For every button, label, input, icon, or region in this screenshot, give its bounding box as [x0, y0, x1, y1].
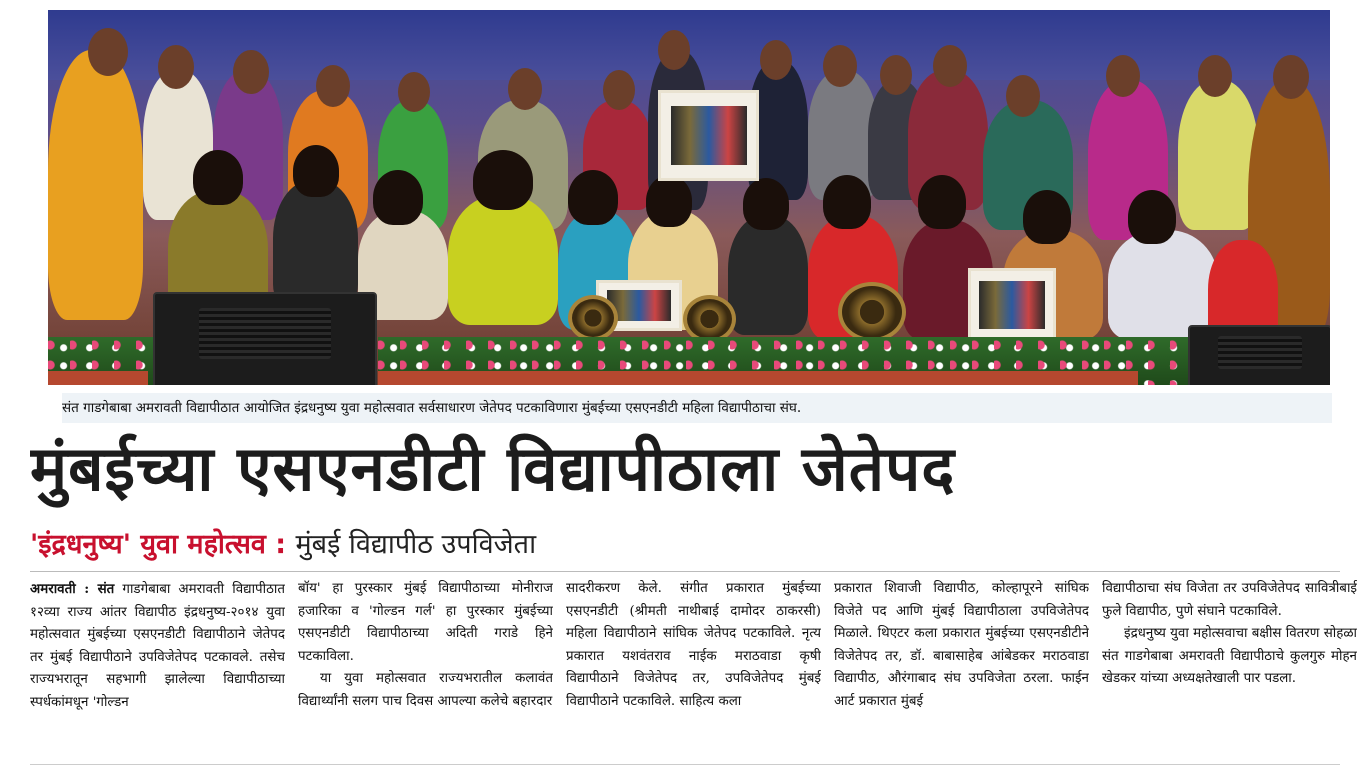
- nataraja-trophy-icon: [568, 295, 618, 341]
- trophy-icon: [658, 90, 759, 181]
- person: [48, 50, 143, 320]
- bottom-divider: [30, 764, 1340, 765]
- person: [448, 195, 558, 325]
- person-head: [1006, 75, 1040, 117]
- article-column-5: [1102, 578, 1357, 758]
- trophy-icon: [968, 268, 1056, 342]
- person-hair: [293, 145, 339, 197]
- person-head: [1106, 55, 1140, 97]
- person-head: [603, 70, 635, 110]
- article-paragraph: बॉय' हा पुरस्कार मुंबई विद्यापीठाच्या मोनीराज हजारिका व 'गोल्डन गर्ल' हा पुरस्कार मुंबईच्या एसएनडीटी विद्यापीठाच्या अदिती गराडे हिने पटकाविला.: [298, 581, 553, 664]
- trophy-artwork: [979, 281, 1045, 329]
- person-head: [316, 65, 350, 107]
- person-head: [88, 28, 128, 76]
- person-hair: [473, 150, 533, 210]
- person-hair: [823, 175, 871, 229]
- person-hair: [1023, 190, 1071, 244]
- headline: मुंबईच्या एसएनडीटी विद्यापीठाला जेतेपद: [30, 432, 956, 505]
- article-paragraph: या युवा महोत्सवात राज्यभरातील कलावंत विद्यार्थ्यांनी सलग पाच दिवस आपल्या कलेचे बहारदार: [298, 671, 553, 709]
- speaker-grille: [199, 308, 331, 359]
- person-head: [158, 45, 194, 89]
- planter: [378, 371, 1138, 385]
- person-hair: [646, 175, 692, 227]
- person: [273, 180, 358, 310]
- news-photo: [48, 10, 1330, 385]
- person-head: [1273, 55, 1309, 99]
- person-head: [880, 55, 912, 95]
- person-head: [233, 50, 269, 94]
- nataraja-trophy-icon: [838, 282, 906, 342]
- person-hair: [918, 175, 966, 229]
- nataraja-trophy-icon: [683, 295, 736, 343]
- person-hair: [373, 170, 423, 225]
- person-head: [658, 30, 690, 70]
- article-body: [30, 578, 1357, 758]
- person-head: [398, 72, 430, 112]
- person-head: [933, 45, 967, 87]
- person-hair: [193, 150, 243, 205]
- trophy-artwork: [671, 106, 747, 166]
- article-column-2: [298, 578, 553, 758]
- speaker-icon: [153, 292, 377, 385]
- person: [1108, 230, 1218, 340]
- photo-caption: संत गाडगेबाबा अमरावती विद्यापीठात आयोजित इंद्रधनुष्य युवा महोत्सवात सर्वसाधारण जेतेपद पटकाविणारा मुंबईच्या एसएनडीटी महिला विद्यापीठाचा संघ.: [62, 393, 1332, 423]
- person-head: [508, 68, 542, 110]
- person-head: [760, 40, 792, 80]
- person: [1178, 80, 1258, 230]
- article-column-1: [30, 578, 285, 758]
- article-column-3: [566, 578, 821, 758]
- article-paragraph: विद्यापीठाचा संघ विजेता तर उपविजेतेपद सावित्रीबाई फुले विद्यापीठ, पुणे संघाने पटकाविले.: [1102, 581, 1357, 619]
- speaker-grille: [1218, 336, 1302, 369]
- article-column-4: [834, 578, 1089, 758]
- article-paragraph: सादरीकरण केले. संगीत प्रकारात मुंबईच्या एसएनडीटी (श्रीमती नाथीबाई दामोदर ठाकरसी) महिला विद्यापीठाने सांघिक जेतेपद पटकाविले. नृत्य प्रकारात यशवंतराव नाईक मराठवाडा कृषी विद्यापीठाने विजेतेपद तर, उपविजेतेपद मुंबई विद्यापीठाने पटकाविले. साहित्य कला: [566, 581, 821, 709]
- person-head: [823, 45, 857, 87]
- subheadline-text: मुंबई विद्यापीठ उपविजेता: [295, 529, 537, 560]
- article-paragraph: इंद्रधनुष्य युवा महोत्सवाचा बक्षीस वितरण सोहळा संत गाडगेबाबा अमरावती विद्यापीठाचे कुलगुरु मोहन खेडकर यांच्या अध्यक्षतेखाली पार पडला.: [1102, 626, 1357, 686]
- person-head: [1198, 55, 1232, 97]
- article-paragraph: प्रकारात शिवाजी विद्यापीठ, कोल्हापूरने सांघिक विजेते पद आणि मुंबई विद्यापीठाला उपविजेतेपद मिळाले. थिएटर कला प्रकारात मुंबईच्या एसएनडीटीने विजेतेपद तर, डॉ. बाबासाहेब आंबेडकर मराठवाडा विद्यापीठ, औरंगाबाद संघ उपविजेता ठरला. फाईन आर्ट प्रकारात मुंबई: [834, 581, 1089, 709]
- article-text: गाडगेबाबा अमरावती विद्यापीठात १२व्या राज्य आंतर विद्यापीठ इंद्रधनुष्य-२०१४ युवा महोत्सवात मुंबईच्या एसएनडीटी विद्यापीठाने जेतेपद तर मुंबई विद्यापीठाने उपविजेतेपद पटकावले. तसेच राज्यभरातून सहभागी झालेल्या विद्यापीठाच्या स्पर्धकांमधून 'गोल्डन: [30, 582, 285, 710]
- divider: [30, 571, 1340, 572]
- dateline: अमरावती : संत: [30, 581, 115, 597]
- subheadline-label: 'इंद्रधनुष्य' युवा महोत्सव :: [30, 529, 287, 560]
- person-hair: [1128, 190, 1176, 244]
- person-hair: [743, 178, 789, 230]
- article-paragraph: [30, 578, 285, 714]
- person: [728, 215, 808, 335]
- speaker-icon: [1188, 325, 1330, 385]
- subheadline: [30, 520, 536, 570]
- person-hair: [568, 170, 618, 225]
- planter: [48, 371, 148, 385]
